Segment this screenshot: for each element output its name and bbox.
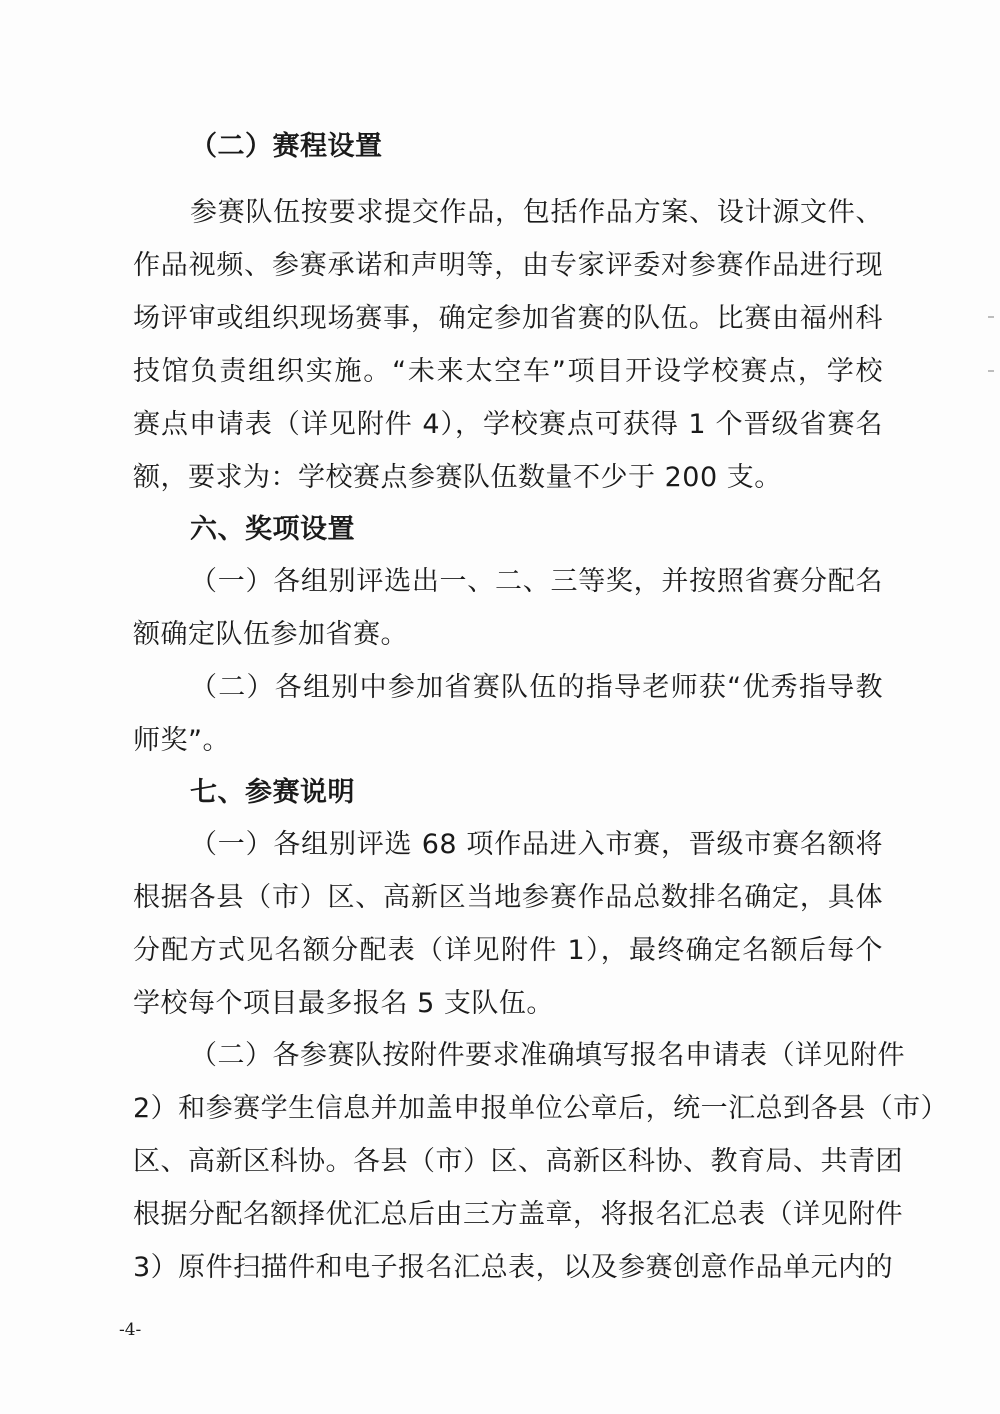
paragraph-line: 参赛队伍按要求提交作品，包括作品方案、设计源文件、 <box>190 197 883 228</box>
paragraph-line: 师奖”。 <box>133 725 230 756</box>
page-number: -4- <box>119 1320 142 1340</box>
paragraph-line: 区、高新区科协。各县（市）区、高新区科协、教育局、共青团 <box>133 1146 903 1177</box>
paragraph-line: 赛点申请表（详见附件 4），学校赛点可获得 1 个晋级省赛名 <box>133 409 883 440</box>
scan-mark <box>988 316 994 318</box>
section-heading-instructions: 七、参赛说明 <box>190 777 355 808</box>
paragraph-line: 额，要求为：学校赛点参赛队伍数量不少于 200 支。 <box>133 462 782 493</box>
paragraph-line: （二）各组别中参加省赛队伍的指导老师获“优秀指导教 <box>190 672 883 703</box>
paragraph-line: 作品视频、参赛承诺和声明等，由专家评委对参赛作品进行现 <box>133 250 883 281</box>
paragraph-line: 2）和参赛学生信息并加盖申报单位公章后，统一汇总到各县（市） <box>133 1093 949 1124</box>
paragraph-line: 场评审或组织现场赛事，确定参加省赛的队伍。比赛由福州科 <box>133 303 883 334</box>
paragraph-line: （一）各组别评选出一、二、三等奖，并按照省赛分配名 <box>190 566 883 597</box>
paragraph-line: 分配方式见名额分配表（详见附件 1），最终确定名额后每个 <box>133 935 883 966</box>
scan-mark <box>988 370 994 372</box>
paragraph-line: 额确定队伍参加省赛。 <box>133 619 408 650</box>
paragraph-line: 技馆负责组织实施。“未来太空车”项目开设学校赛点，学校 <box>133 356 883 387</box>
section-heading-awards: 六、奖项设置 <box>190 514 355 545</box>
paragraph-line: 根据各县（市）区、高新区当地参赛作品总数排名确定，具体 <box>133 882 883 913</box>
section-heading-schedule: （二）赛程设置 <box>190 131 383 162</box>
paragraph-line: （一）各组别评选 68 项作品进入市赛，晋级市赛名额将 <box>190 829 883 860</box>
paragraph-line: （二）各参赛队按附件要求准确填写报名申请表（详见附件 <box>190 1040 905 1071</box>
paragraph-line: 学校每个项目最多报名 5 支队伍。 <box>133 988 554 1019</box>
paragraph-line: 3）原件扫描件和电子报名汇总表，以及参赛创意作品单元内的 <box>133 1252 894 1283</box>
paragraph-line: 根据分配名额择优汇总后由三方盖章，将报名汇总表（详见附件 <box>133 1199 903 1230</box>
